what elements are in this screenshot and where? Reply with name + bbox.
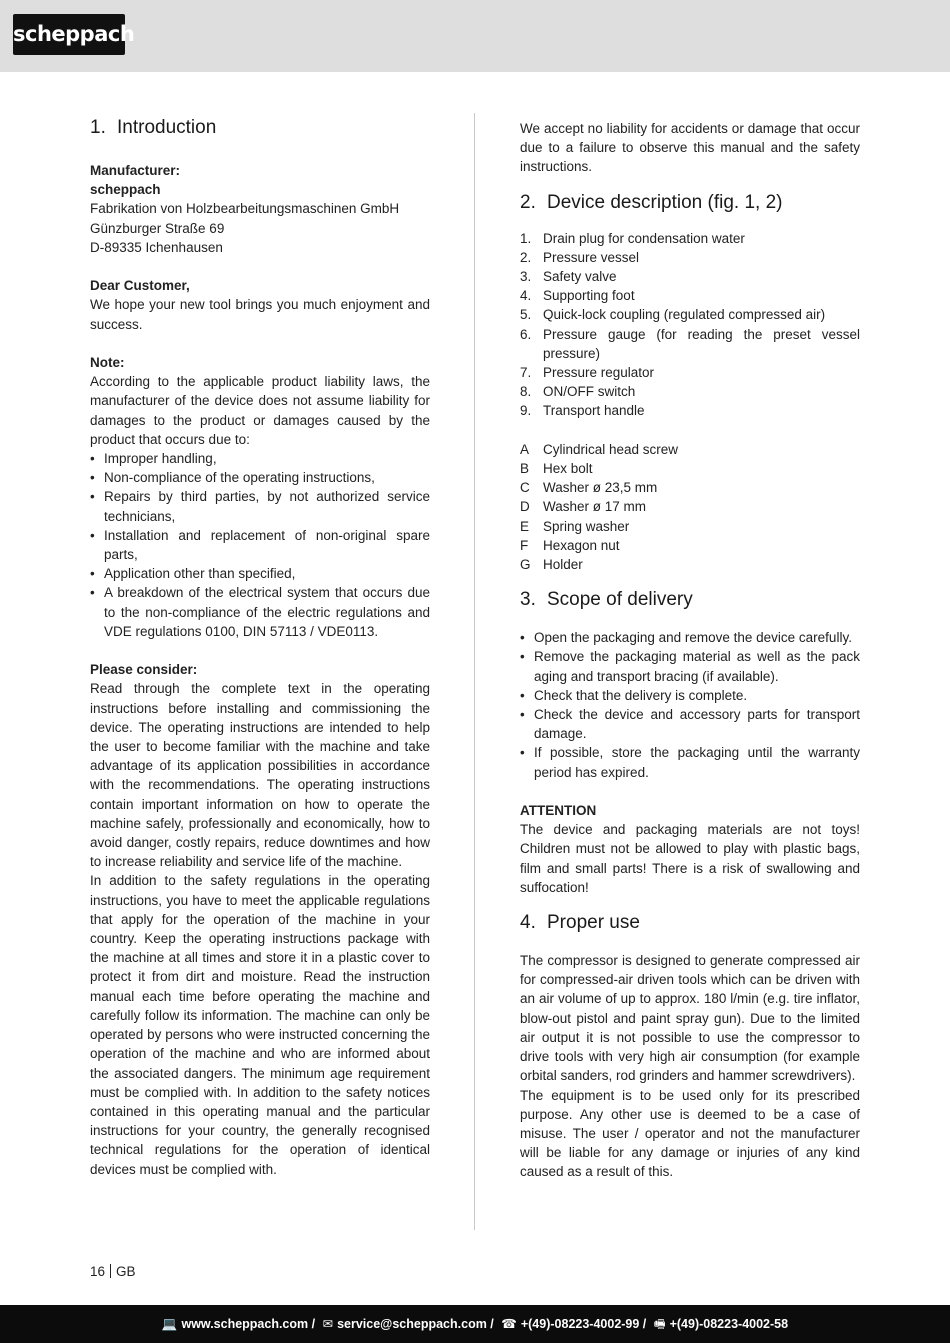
list-item: • Non-compliance of the operating instructions,	[90, 468, 430, 487]
attention-text: The device and packaging materials are not toys! Children must not be allowed to play with plastic bags, film and small parts! There is a risk of swallowing and suffocation!	[520, 822, 860, 895]
list-item: 2. Pressure vessel	[520, 249, 640, 265]
phone-icon: ☎	[501, 1317, 517, 1331]
list-item: 5. Quick-lock coupling (regulated compressed air)	[520, 307, 826, 323]
list-item: • Application other than specified,	[90, 564, 430, 583]
section-heading-scope-of-delivery: 3. Scope of delivery	[520, 589, 693, 611]
hardware-parts-list	[520, 440, 860, 574]
please-consider-label: Please consider:	[90, 662, 198, 678]
list-item: • Repairs by third parties, by not authorized service technicians,	[90, 487, 430, 525]
scope-bullet-list	[520, 628, 860, 782]
list-item: 7. Pressure regulator	[520, 365, 655, 381]
mail-icon: ✉	[322, 1317, 334, 1331]
list-item: 9. Transport handle	[520, 403, 645, 419]
list-item: E Spring washer	[520, 518, 630, 534]
section-heading-device-description: 2. Device description (fig. 1, 2)	[520, 191, 783, 213]
page-number: 16 GB	[90, 1264, 136, 1279]
address-line: Fabrikation von Holzbearbeitungsmaschinen GmbH	[90, 201, 400, 217]
list-item: • Check the device and accessory parts for transport damage.	[520, 705, 860, 743]
list-item: • Remove the packaging material as well as the pack aging and transport bracing (if available).	[520, 647, 860, 685]
website-link[interactable]: www.scheppach.com /	[181, 1317, 316, 1331]
please-consider-paragraph: Read through the complete text in the operating instructions before installing and commissioning the device. The operating instructions are intended to help the user to become familiar with the machine and take advantage of its application possibilities in accordance with the recommendations. The operating instructions contain important information on how to operate the machine safely, professionally and economically, how to avoid danger, costly repairs, reduce downtimes and how to increase reliability and service life of the machine.	[90, 681, 430, 870]
dear-customer-text: We hope your new tool brings you much enjoyment and success.	[90, 297, 430, 332]
proper-use-paragraph: The compressor is designed to generate compressed air for compressed-air driven tools which can be driven with an air volume of up to approx. 180 l/min (e.g. tire inflator, blow-out pistol and paint spray gun). Due to the limited air output it is not possible to use the compressor to drive tools with very high air consumption (for example orbital sanders, rod grinders and hammer screwdrivers).	[520, 953, 860, 1084]
please-consider-paragraph: In addition to the safety regulations in the operating instructions, you have to meet the applicable regulations that apply for the operation of the machine in your country. Keep the operating instructions package with the machine at all times and store it in a plastic cover to protect it from dirt and moisture. Read the instruction manual each time before operating the machine and carefully follow its information. The machine can only be operated by persons who were instructed concerning the operation of the machine and who are informed about the associated dangers. The minimum age requirement must be complied with. In addition to the safety notices contained in this operating manual and the particular instructions for your country, the generally recognised technical regulations for the operation of identical devices must be complied with.	[90, 873, 430, 1177]
manufacturer-label: Manufacturer:	[90, 163, 181, 178]
list-item: 6. Pressure gauge (for reading the preset vessel pressure)	[520, 326, 860, 361]
fax-icon: 🖷	[653, 1317, 666, 1331]
liability-text: We accept no liability for accidents or damage that occur due to a failure to observe this manual and the safety instructions.	[520, 121, 860, 175]
column-divider	[474, 113, 475, 1230]
attention-label: ATTENTION	[520, 803, 597, 819]
device-parts-list	[520, 229, 860, 421]
note-text: According to the applicable product liability laws, the manufacturer of the device does not assume liability for damages to the product or damages caused by the product that occurs due to:	[90, 374, 430, 447]
proper-use-paragraph: The equipment is to be used only for its prescribed purpose. Any other use is deemed to be a case of misuse. The user / operator and not the manufacturer will be liable for any damage or injuries of any kind caused as a result of this.	[520, 1087, 860, 1180]
list-item: 1. Drain plug for condensation water	[520, 230, 745, 246]
note-label: Note:	[90, 355, 125, 370]
section-heading-introduction: 1. Introduction	[90, 117, 217, 138]
list-item: • A breakdown of the electrical system that occurs due to the non-compliance of the electric regulations and VDE regulations 0100, DIN 57113 / VDE0113.	[90, 583, 430, 641]
fax-number: +(49)-08223-4002-58	[669, 1317, 789, 1331]
list-item: 3. Safety valve	[520, 269, 617, 285]
dear-customer-label: Dear Customer,	[90, 278, 190, 294]
email-link[interactable]: service@scheppach.com /	[337, 1317, 494, 1331]
list-item: C Washer ø 23,5 mm	[520, 480, 658, 496]
list-item: 8. ON/OFF switch	[520, 384, 636, 400]
note-bullet-list	[90, 449, 430, 641]
list-item: A Cylindrical head screw	[520, 441, 679, 457]
list-item: B Hex bolt	[520, 461, 593, 477]
list-item: • Check that the delivery is complete.	[520, 686, 860, 705]
list-item: • If possible, store the packaging until the warranty period has expired.	[520, 743, 860, 781]
list-item: D Washer ø 17 mm	[520, 499, 647, 515]
section-heading-proper-use: 4. Proper use	[520, 912, 640, 934]
right-column	[520, 119, 860, 1182]
list-item: F Hexagon nut	[520, 537, 620, 553]
list-item: • Improper handling,	[90, 449, 430, 468]
computer-icon: 💻	[161, 1317, 178, 1331]
scheppach-logo[interactable]: scheppach	[13, 14, 125, 55]
left-column	[90, 116, 430, 1179]
contact-footer-bar	[0, 1305, 950, 1343]
manufacturer-name: scheppach	[90, 182, 161, 198]
list-item: G Holder	[520, 557, 583, 573]
address-line: D-89335 Ichenhausen	[90, 239, 223, 255]
list-item: • Installation and replacement of non-original spare parts,	[90, 526, 430, 564]
address-line: Günzburger Straße 69	[90, 220, 225, 236]
list-item: 4. Supporting foot	[520, 288, 635, 304]
list-item: • Open the packaging and remove the device carefully.	[520, 628, 860, 647]
phone-number: +(49)-08223-4002-99 /	[520, 1317, 647, 1331]
header-bar	[0, 0, 950, 72]
